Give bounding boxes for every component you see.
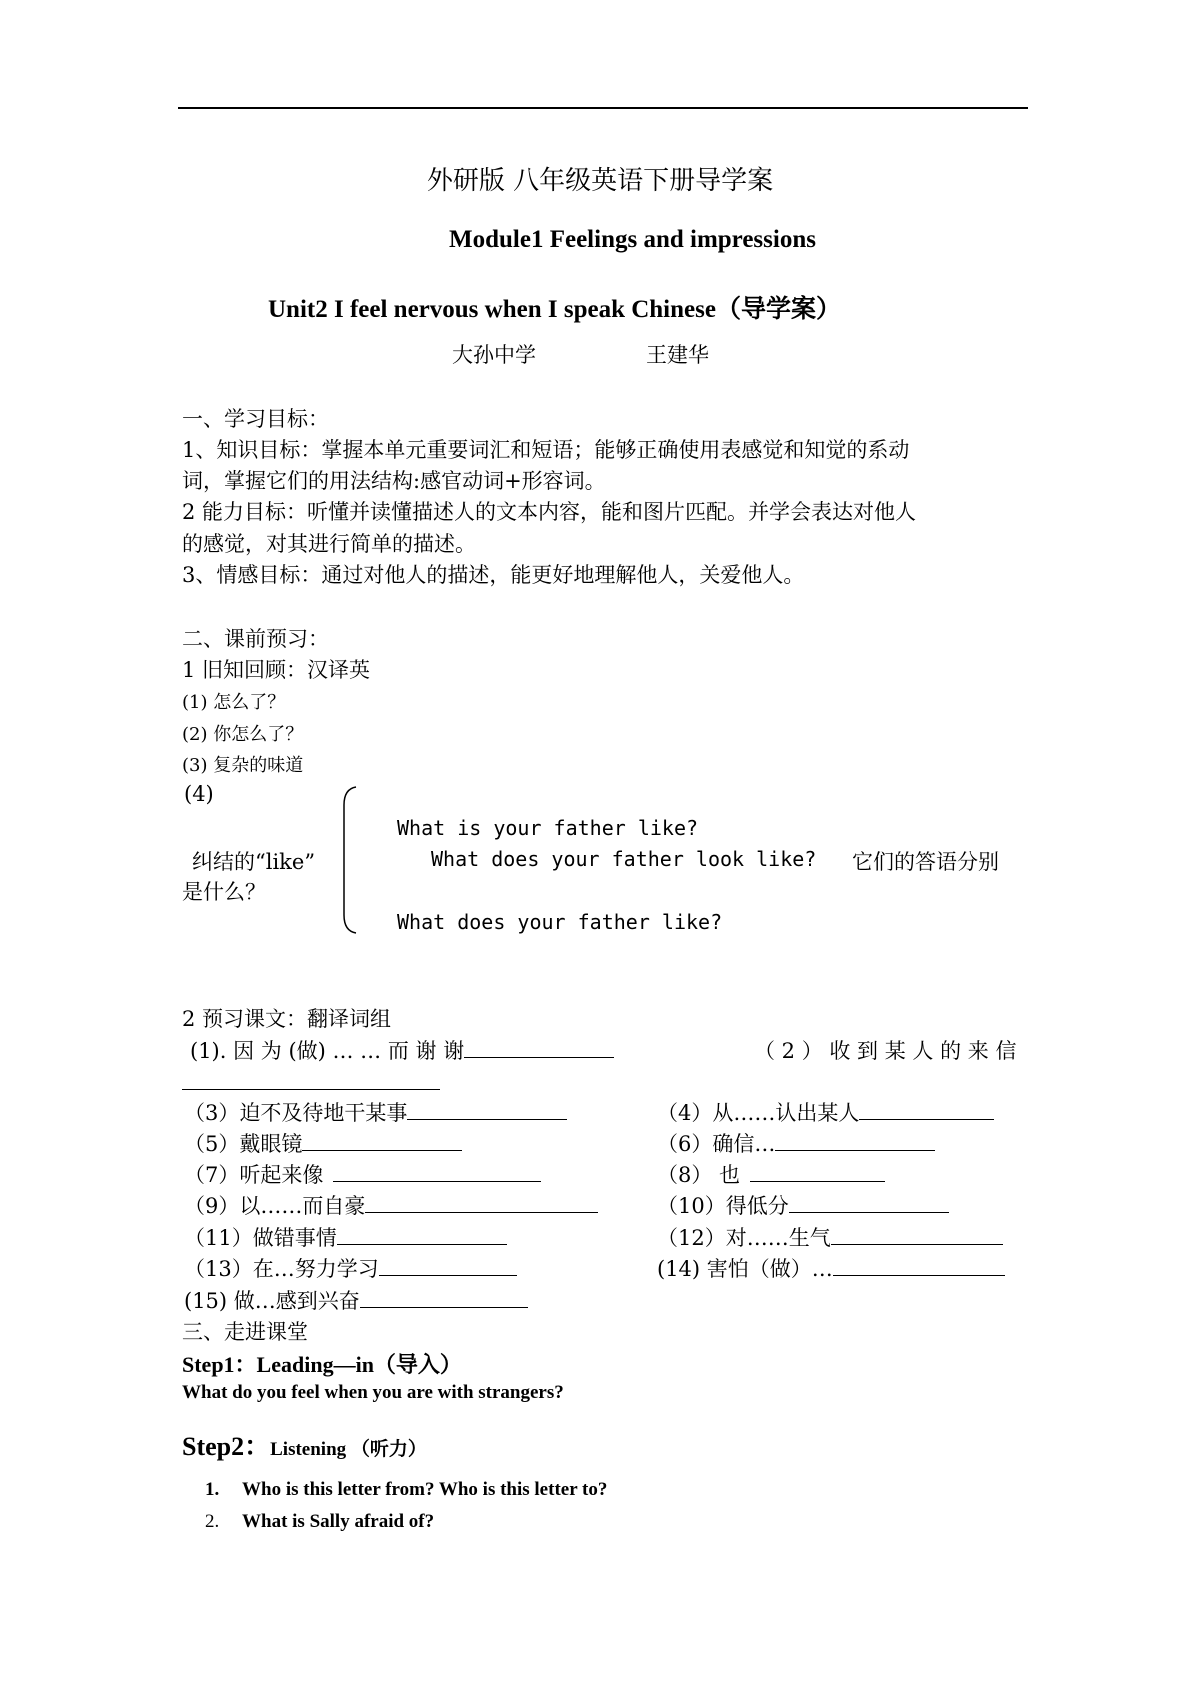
phrase-8-text: （8） 也 [657,1163,741,1187]
answer-blank[interactable] [333,1163,541,1182]
phrase-10 [657,1190,949,1220]
answer-blank[interactable] [337,1226,507,1245]
phrase-15 [184,1285,528,1315]
phrase-10-text: （10）得低分 [657,1194,789,1218]
module-title: Module1 Feelings and impressions [449,226,816,253]
phrase-13 [184,1253,517,1283]
goal3: 3、情感目标：通过对他人的描述，能更好地理解他人，关爱他人。 [182,563,805,587]
phrase-2: （ 2 ） 收 到 某 人 的 来 信 [754,1039,1017,1063]
phrase-1 [190,1035,614,1065]
step1-question: What do you feel when you are with strangers? [182,1382,564,1403]
phrase-14-text: (14) 害怕（做）… [657,1257,833,1281]
goal2-line2: 的感觉，对其进行简单的描述。 [182,532,476,556]
answer-blank[interactable] [789,1194,949,1213]
phrase-4 [657,1097,994,1127]
unit-title: Unit2 I feel nervous when I speak Chinese（导学案） [268,296,841,323]
goal1-line2: 词，掌握它们的用法结构:感官动词+形容词。 [182,469,606,493]
listening-q1-number: 1. [205,1479,220,1500]
answer-blank[interactable] [775,1132,935,1151]
review-item-3: (3) 复杂的味道 [182,755,304,776]
like-question-3: What does your father like? [397,910,723,934]
phrase-7 [184,1159,541,1189]
answer-blank[interactable] [360,1289,528,1308]
author-name: 王建华 [646,343,709,367]
part2-heading: 2 预习课文：翻译词组 [182,1007,392,1031]
section1-heading: 一、学习目标： [182,407,329,431]
review-item-1: (1) 怎么了？ [182,692,286,713]
phrase-9 [184,1190,598,1220]
section3-heading: 三、走进课堂 [182,1320,308,1344]
answer-blank[interactable] [302,1132,462,1151]
answer-blank[interactable] [365,1194,598,1213]
goal2-line1: 2 能力目标：听懂并读懂描述人的文本内容，能和图片匹配。并学会表达对他人 [182,500,917,524]
phrase-5-text: （5）戴眼镜 [184,1132,303,1156]
phrase-13-text: （13）在…努力学习 [184,1257,379,1281]
phrase-15-text: (15) 做…感到兴奋 [184,1289,360,1313]
listening-q2-number: 2. [205,1511,220,1532]
like-tail: 它们的答语分别 [852,850,999,874]
phrase-3-text: （3）迫不及待地干某事 [184,1101,408,1125]
part1-heading: 1 旧知回顾：汉译英 [182,658,371,682]
phrase-9-text: （9）以……而自豪 [184,1194,366,1218]
phrase-1-text: (1). 因 为 (做) … … 而 谢 谢 [190,1039,465,1063]
phrase-7-text: （7）听起来像 [184,1163,324,1187]
phrase-8 [657,1159,885,1189]
answer-blank[interactable] [833,1257,1005,1276]
like-question-2: What does your father look like? [431,847,817,871]
like-question-1: What is your father like? [397,816,699,840]
phrase-6-text: （6）确信… [657,1132,776,1156]
like-tail-2: 是什么？ [182,880,266,904]
listening-q2: What is Sally afraid of? [242,1511,435,1532]
top-rule [178,107,1028,109]
phrase-6 [657,1128,935,1158]
answer-blank[interactable] [859,1101,994,1120]
phrase-5 [184,1128,462,1158]
goal1-line1: 1、知识目标：掌握本单元重要词汇和短语；能够正确使用表感觉和知觉的系动 [182,438,910,462]
step1-heading: Step1：Leading—in（导入） [182,1352,462,1377]
answer-blank[interactable] [379,1257,517,1276]
phrase-12-text: （12）对……生气 [657,1226,831,1250]
doc-title: 外研版 八年级英语下册导学案 [426,166,774,196]
step2-title: Listening （听力） [270,1439,427,1460]
step2-label: Step2： [182,1432,271,1461]
phrase-3 [184,1097,567,1127]
bracket-icon [334,785,364,935]
phrase-12 [657,1222,1003,1252]
step2-heading [182,1426,427,1463]
phrase-14 [657,1253,1005,1283]
review-item-2: (2) 你怎么了？ [182,724,304,745]
answer-blank[interactable] [831,1226,1003,1245]
review-item-4: (4) [184,782,214,806]
phrase-11-text: （11）做错事情 [184,1226,337,1250]
answer-blank[interactable] [750,1163,885,1182]
phrase-4-text: （4）从……认出某人 [657,1101,860,1125]
section2-heading: 二、课前预习： [182,627,329,651]
listening-q1: Who is this letter from? Who is this letter to? [242,1479,608,1500]
phrase-2-blank[interactable] [182,1071,440,1094]
like-label: 纠结的“like” [192,850,316,874]
phrase-11 [184,1222,507,1252]
answer-blank[interactable] [464,1039,614,1058]
answer-blank[interactable] [407,1101,567,1120]
school-name: 大孙中学 [452,343,536,367]
